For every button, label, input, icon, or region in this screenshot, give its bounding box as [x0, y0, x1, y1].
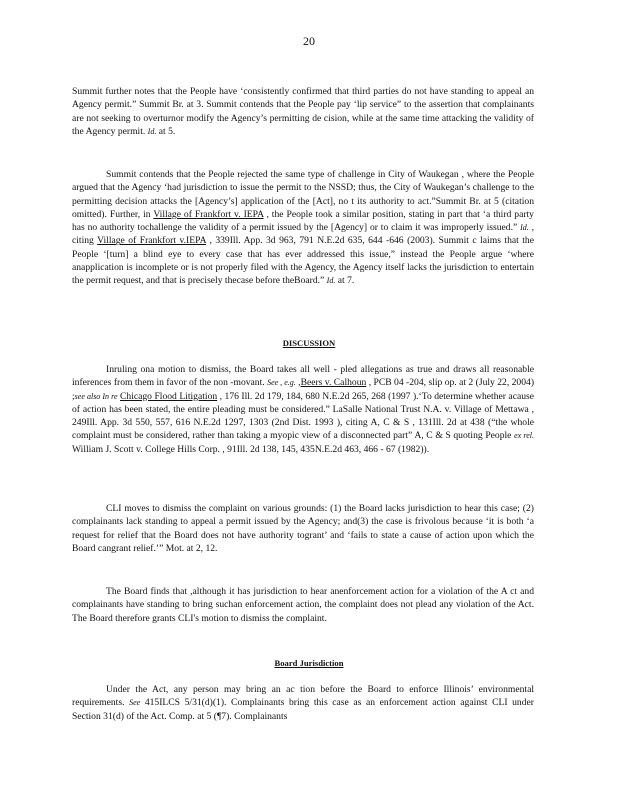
paragraph-motion-standard: Inruling ona motion to dismiss, the Board takes all well - pled allegations as true and draws all reasonable inferences from them in favor of the non -movant. See , e.g. ,Beers v. Calhoun , PCB 04 -204, slip op. at 2 (July 22, 2004) ;see also In re Chicago Flood Litigation , 176 Ill. 2d 179, 184, 680 N.E.2d 265, 268 (1997 ).‘To determine whether acause of action has been stated, the entire pleading must be considered.” LaSalle National Trust N.A. v. Village of Mettawa , 249Ill. App. 3d 550, 557, 616 N.E.2d 1297, 1303 (2nd Dist. 1993 ), citing A, C & S , 131Ill. 2d at 438 (“the whole complaint must be considered, rather than taking a myopic view of a disconnected part” A, C & S quoting People ex rel. William J. Scott v. College Hills Corp. , 91Ill. 2d 138, 145, 435N.E.2d 463, 466 - 67 (1982)). — [72, 364, 535, 455]
paragraph-board-finds: The Board finds that ,although it has jurisdiction to hear anenforcement action for a violation of the A ct and complainants have standing to bring suchan enforcement action, the complaint does not plead any violation of the Act. The Board therefore grants CLI's motion to dismiss the complaint. — [72, 586, 534, 624]
paragraph-cli-moves: CLI moves to dismiss the complaint on various grounds: (1) the Board lacks jurisdiction to hear this case; (2) complainants lack standing to appeal a permit issued by the Agency; and(3) the case is frivolous because ‘it is both ‘a request for relief that the Board does not have authority togrant’ and ‘fails to state a cause of action upon which the Board cangrant relief.’” Mot. at 2, 12. — [72, 503, 534, 554]
paragraph-summit-notes: Summit further notes that the People have ‘consistently confirmed that third parties do not have standing to appeal an Agency permit.” Summit Br. at 3. Summit contends that the People pay ‘lip service” to the assertion that complainants are not seeking to overturnor modify the Agency’s permitting de cision, while at the same time attacking the validity of the Agency permit. Id. at 5. — [72, 86, 534, 137]
case-citation-chicago-flood: Chicago Flood Litigation — [120, 390, 218, 402]
section-heading-discussion: DISCUSSION — [282, 338, 336, 348]
section-heading-board-jurisdiction: Board Jurisdiction — [274, 658, 344, 668]
case-citation-beers: Beers v. Calhoun — [300, 377, 367, 389]
page-number: 20 — [303, 34, 315, 48]
paragraph-summit-contends: Summit contends that the People rejected the same type of challenge in City of Waukegan , where the People argued that the Agency ‘had jurisdiction to issue the permit to the NSSD; thus, the City of Waukegan’s challenge to the permitting decision attacks the [Agency’s] application of the [Act], no t its authority to act.”Summit Br. at 5 (citation omitted). Further, in Village of Frankfort v. IEPA , the People took a similar position, stating in part that ‘a third party has no authority tochallenge the validity of a permit issued by the [Agency] or to claim it was improperly issued.” Id. , citing Village of Frankfort v.IEPA , 339Ill. App. 3d 963, 791 N.E.2d 635, 644 -646 (2003). Summit c laims that the People ‘[turn] a blind eye to every case that has ever addressed this issue,” instead the People argue ‘where anapplication is incomplete or is not properly filed with the Agency, the Agency itself lacks the jurisdiction to entertain the permit request, and that is precisely thecase before theBoard.” Id. at 7. — [72, 169, 534, 287]
case-citation-village-of-frankfort-2: Village of Frankfort v.IEPA — [97, 235, 206, 247]
case-citation-village-of-frankfort: Village of Frankfort v. IEPA — [153, 208, 264, 220]
paragraph-under-the-act: Under the Act, any person may bring an ac tion before the Board to enforce Illinois’ environmental requirements. See 415ILCS 5/31(d)(1). Complainants bring this case as an enforcement action against CLI under Section 31(d) of the Act. Comp. at 5 (¶7). Complainants — [72, 684, 534, 722]
